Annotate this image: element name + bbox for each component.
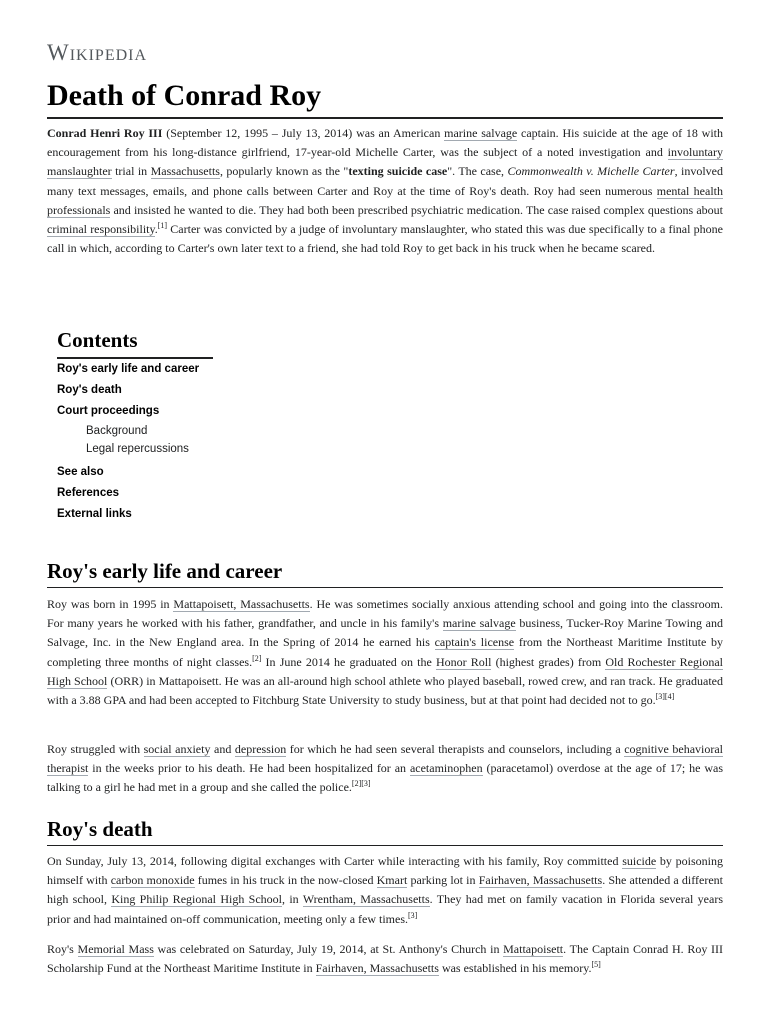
- link-marine-salvage[interactable]: marine salvage: [444, 126, 518, 140]
- link-king-philip-regional-high-school[interactable]: King Philip Regional High School: [111, 892, 283, 907]
- text: , popularly known as the ": [219, 164, 349, 179]
- text: (September 12, 1995 – July 13, 2014) was an American: [162, 126, 445, 140]
- toc-item-early-life[interactable]: Roy's early life and career: [57, 363, 200, 375]
- bold-term: texting suicide case: [348, 164, 448, 179]
- text: for which he had seen several therapists and counselors, including a: [286, 742, 625, 756]
- reference-3-4[interactable]: [3][4]: [655, 692, 675, 702]
- text: Roy's: [47, 942, 78, 956]
- reference-2[interactable]: [2]: [252, 653, 262, 663]
- death-paragraph-2: [47, 940, 723, 978]
- death-paragraph-1: [47, 852, 723, 929]
- reference-1[interactable]: [1]: [157, 221, 168, 231]
- section-heading-death: Roy's death: [47, 816, 723, 846]
- text: . She attended a different high school,: [47, 873, 723, 907]
- text: in the weeks prior to his death. He had been hospitalized for an: [88, 761, 410, 776]
- text: In June 2014 he graduated on the: [261, 654, 436, 669]
- subject-name: Conrad Henri Roy III: [47, 126, 163, 140]
- text: parking lot in: [407, 873, 479, 888]
- link-memorial-mass[interactable]: Memorial Mass: [77, 942, 154, 956]
- link-social-anxiety[interactable]: social anxiety: [143, 742, 211, 756]
- toc-item-external-links[interactable]: External links: [57, 508, 132, 520]
- text: was celebrated on Saturday, July 19, 2014, at St. Anthony's Church in: [153, 942, 504, 956]
- text: .: [154, 222, 158, 237]
- toc-subitem-background[interactable]: Background: [86, 425, 148, 437]
- link-cognitive-behavioral-therapist[interactable]: cognitive behavioral therapist: [47, 742, 724, 776]
- text: ". The case,: [447, 164, 508, 179]
- text: . The Captain Conrad H. Roy III Scholarship Fund at the Northeast Maritime Institute in: [47, 942, 724, 976]
- text: captain. His suicide at the age of 18 with encouragement from his long-distance girlfriend, 17-year-old Michelle Carter, was the subject of a noted investigation and: [47, 126, 724, 160]
- text: from the Northeast Maritime Institute by completing three months of night classes.: [47, 635, 724, 669]
- text: Roy struggled with: [47, 742, 144, 756]
- link-carbon-monoxide[interactable]: carbon monoxide: [110, 873, 195, 888]
- toc-subitem-legal-repercussions[interactable]: Legal repercussions: [86, 443, 189, 455]
- link-captains-license[interactable]: captain's license: [434, 635, 515, 650]
- text: and insisted he wanted to die. They had both been prescribed psychiatric medication. The case raised complex questions about: [110, 202, 723, 217]
- text: . He was sometimes socially anxious attending school and going into the classroom. For many years he worked with his father, grandfather, and uncle in his family's: [47, 597, 724, 631]
- link-mattapoisett-massachusetts[interactable]: Mattapoisett, Massachusetts: [173, 597, 310, 611]
- lead-paragraph: [47, 124, 723, 258]
- toc-item-death[interactable]: Roy's death: [57, 384, 122, 396]
- link-fairhaven-massachusetts[interactable]: Fairhaven, Massachusetts: [478, 873, 603, 888]
- text: On Sunday, July 13, 2014, following digital exchanges with Carter while interacting with his family, Roy committed: [47, 854, 623, 868]
- table-of-contents: [57, 328, 357, 525]
- toc-item-see-also[interactable]: See also: [57, 466, 104, 478]
- toc-item-court-proceedings[interactable]: Court proceedings: [57, 405, 160, 417]
- link-suicide[interactable]: suicide: [622, 854, 657, 868]
- link-depression[interactable]: depression: [234, 742, 287, 756]
- text: was established in his memory.: [438, 961, 592, 976]
- text: by poisoning himself with: [47, 854, 723, 888]
- text: business, Tucker-Roy Marine Towing and Salvage, Inc. in the New England area. In the Spring of 2014 he earned his: [47, 616, 723, 650]
- link-fairhaven-massachusetts[interactable]: Fairhaven, Massachusetts: [315, 961, 439, 976]
- link-mattapoisett[interactable]: Mattapoisett: [503, 942, 564, 956]
- link-marine-salvage[interactable]: marine salvage: [442, 616, 516, 631]
- text: . They had met on family vacation in Florida several years prior and had maintained on-off communication, meeting only a few times.: [47, 892, 724, 926]
- toc-item-references[interactable]: References: [57, 487, 120, 499]
- text: Roy was born in 1995 in: [47, 597, 174, 611]
- reference-3[interactable]: [3]: [408, 910, 418, 920]
- text: , in: [282, 892, 303, 907]
- link-kmart[interactable]: Kmart: [376, 873, 408, 888]
- text: Carter was convicted by a judge of involuntary manslaughter, who stated this was due specifically to a final phone call in which, according to Carter's own later text to a friend, she had told Roy to get back in his truck when he became scared.: [47, 222, 723, 256]
- reference-5[interactable]: [5]: [591, 960, 601, 970]
- link-massachusetts[interactable]: Massachusetts: [150, 164, 220, 179]
- text: , involved many text messages, emails, and phone calls between Carter and Roy at the time of Roy's death. Roy had seen numerous: [47, 164, 723, 198]
- text: (ORR) in Mattapoisett. He was an all-around high school athlete who played baseball, rowed crew, and ran track. He graduated with a 3.88 GPA and had been accepted to Fitchburg State University to study business, but at that point had decided not to go.: [47, 673, 723, 708]
- early-life-paragraph-2: [47, 740, 723, 798]
- link-mental-health-professionals[interactable]: mental health professionals: [47, 183, 723, 217]
- reference-2-3[interactable]: [2][3]: [351, 779, 371, 789]
- early-life-paragraph-1: [47, 595, 723, 710]
- link-honor-roll[interactable]: Honor Roll: [435, 654, 492, 669]
- link-wrentham-massachusetts[interactable]: Wrentham, Massachusetts: [302, 892, 430, 907]
- text: (highest grades) from: [491, 654, 606, 669]
- toc-title: Contents: [57, 328, 213, 359]
- link-criminal-responsibility[interactable]: criminal responsibility: [47, 222, 155, 237]
- link-acetaminophen[interactable]: acetaminophen: [409, 761, 483, 776]
- text: trial in: [111, 164, 151, 179]
- link-old-rochester-regional-high-school[interactable]: Old Rochester Regional High School: [47, 654, 723, 688]
- case-name: Commonwealth v. Michelle Carter: [507, 164, 675, 179]
- wikipedia-wordmark[interactable]: Wikipedia: [47, 40, 148, 65]
- text: (paracetamol) overdose at the age of 17; he was talking to a girl he had met in a group and she called the police.: [47, 761, 723, 795]
- page-title: Death of Conrad Roy: [47, 78, 723, 119]
- link-involuntary-manslaughter[interactable]: involuntary manslaughter: [47, 145, 723, 179]
- text: and: [210, 742, 235, 756]
- section-heading-early-life: Roy's early life and career: [47, 558, 723, 588]
- text: fumes in his truck in the now-closed: [194, 873, 377, 888]
